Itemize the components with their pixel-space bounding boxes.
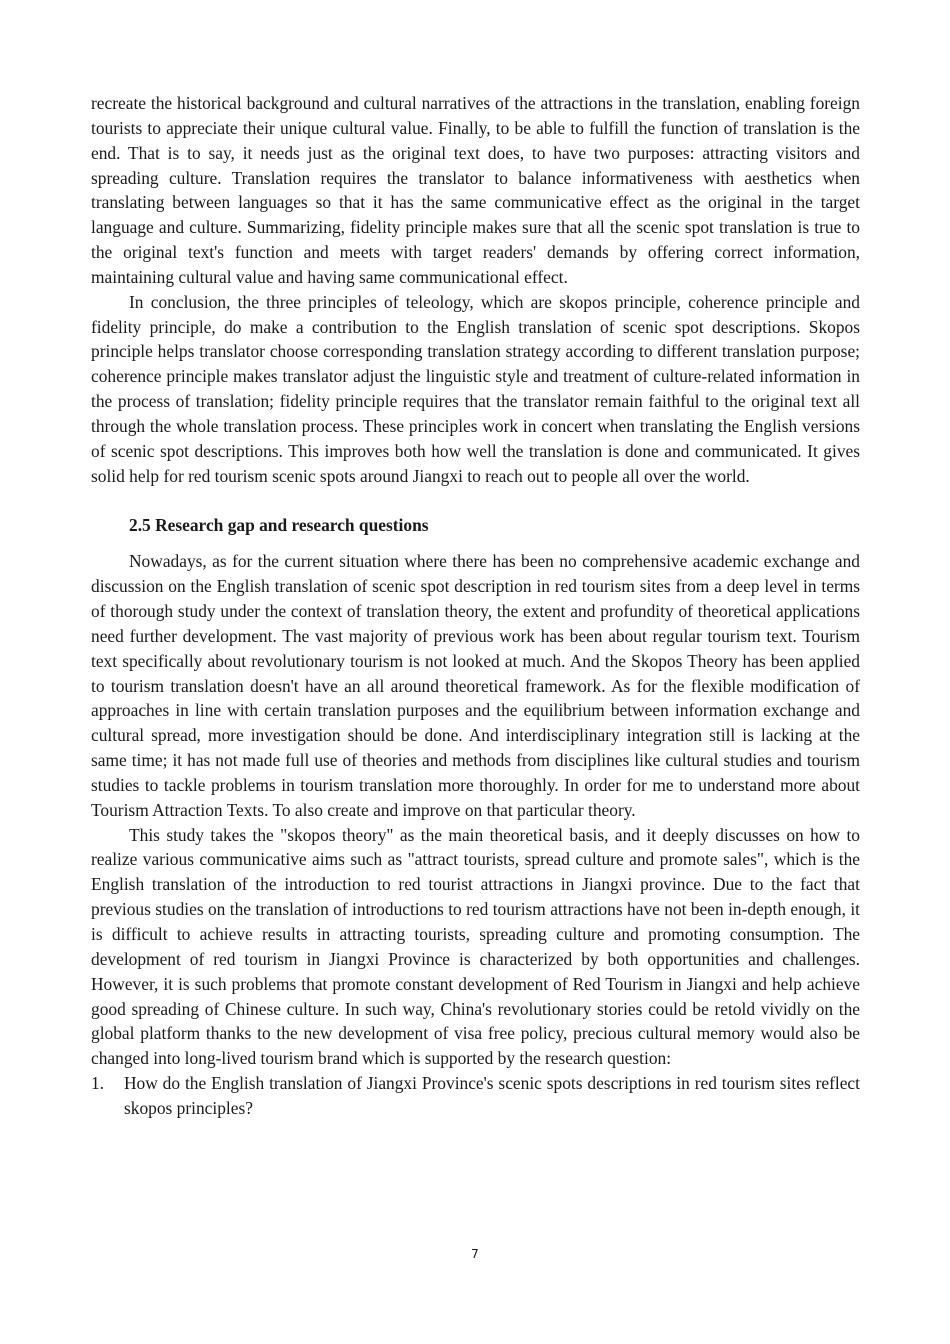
list-item-number: 1. xyxy=(91,1073,105,1094)
paragraph-conclusion: In conclusion, the three principles of teleology, which are skopos principle, coherence principle and fidelity principle, do make a contribution to the English translation of scenic spot descriptions. Skopos principle helps translator choose corresponding translation strategy according to different translation purpose; coherence principle makes translator adjust the linguistic style and treatment of culture-related information in the process of translation; fidelity principle requires that the translator remain faithful to the original text all through the whole translation process. These principles work in concert when translating the English versions of scenic spot descriptions. This improves both how well the translation is done and communicated. It gives solid help for red tourism scenic spots around Jiangxi to reach out to people all over the world. xyxy=(91,291,860,486)
list-item-text: How do the English translation of Jiangxi Province's scenic spots descriptions in red tourism sites reflect skopos principles? xyxy=(124,1073,860,1118)
paragraph-continuation: recreate the historical background and cultural narratives of the attractions in the translation, enabling foreign tourists to appreciate their unique cultural value. Finally, to be able to fulfill the function of translation is the end. That is to say, it needs just as the original text does, to have two purposes: attracting visitors and spreading culture. Translation requires the translator to balance informativeness with aesthetics when translating between languages so that it has the same communicative effect as the original in the target language and culture. Summarizing, fidelity principle makes sure that all the scenic spot translation is true to the original text's function and meets with target readers' demands by offering correct information, maintaining cultural value and having same communicational effect. xyxy=(91,93,860,287)
section-heading: 2.5 Research gap and research questions xyxy=(129,514,429,535)
paragraph-research-gap: Nowadays, as for the current situation where there has been no comprehensive academic exchange and discussion on the English translation of scenic spot description in red tourism sites from a deep level in terms of thorough study under the context of translation theory, the extent and profundity of theoretical applications need further development. The vast majority of previous work has been about regular tourism text. Tourism text specifically about revolutionary tourism is not looked at much. And the Skopos Theory has been applied to tourism translation doesn't have an all around theoretical framework. As for the flexible modification of approaches in line with certain translation purposes and the equilibrium between information exchange and cultural spread, more investigation should be done. And interdisciplinary integration still is lacking at the same time; it has not made full use of theories and methods from disciplines like cultural studies and tourism studies to tackle problems in tourism translation more thoroughly. In order for me to understand more about Tourism Attraction Texts. To also create and improve on that particular theory. xyxy=(91,551,860,820)
list-item xyxy=(91,1071,860,1121)
document-page xyxy=(91,91,860,1121)
paragraph-study-basis: This study takes the "skopos theory" as the main theoretical basis, and it deeply discusses on how to realize various communicative aims such as "attract tourists, spread culture and promote sales", which is the English translation of the introduction to red tourist attractions in Jiangxi province. Due to the fact that previous studies on the translation of introductions to red tourism attractions have not been in-depth enough, it is difficult to achieve results in attracting tourists, spreading culture and promoting consumption. The development of red tourism in Jiangxi Province is characterized by both opportunities and challenges. However, it is such problems that promote constant development of Red Tourism in Jiangxi and help achieve good spreading of Chinese culture. In such way, China's revolutionary stories could be retold vividly on the global platform thanks to the new development of visa free policy, precious cultural memory would also be changed into long-lived tourism brand which is supported by the research question: xyxy=(91,824,860,1069)
page-number: 7 xyxy=(471,1247,479,1261)
research-questions-list xyxy=(91,1071,860,1121)
